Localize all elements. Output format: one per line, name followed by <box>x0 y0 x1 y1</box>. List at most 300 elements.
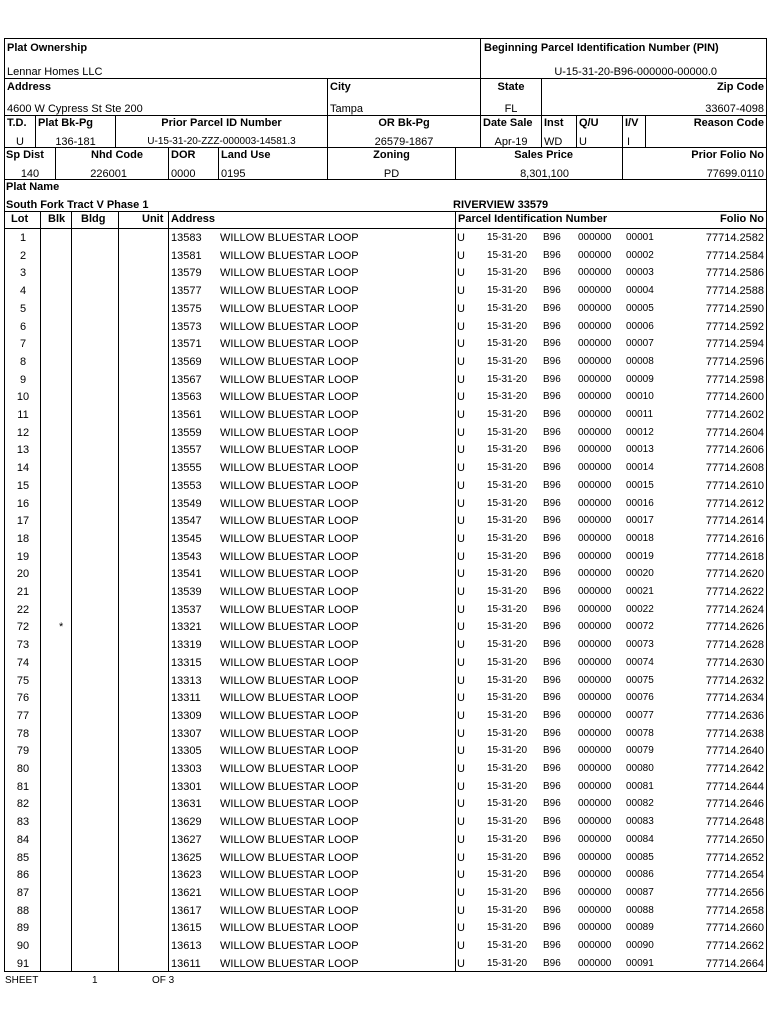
street-cell: WILLOW BLUESTAR LOOP <box>220 833 359 846</box>
inst-value: WD <box>544 136 563 148</box>
lot-number-cell: 00079 <box>626 745 654 757</box>
subdivision-cell: B96 <box>543 249 561 261</box>
address-label: Address <box>7 81 52 93</box>
section-cell: 15-31-20 <box>487 869 528 881</box>
lot-number-cell: 00076 <box>626 692 654 704</box>
subdivision-cell: B96 <box>543 267 561 279</box>
subdivision-cell: B96 <box>543 603 561 615</box>
dor-value: 0000 <box>171 168 196 180</box>
subdivision-cell: B96 <box>543 497 561 509</box>
street-cell: WILLOW BLUESTAR LOOP <box>220 515 359 528</box>
td-cell: U <box>457 267 465 280</box>
section-cell: 15-31-20 <box>487 656 528 668</box>
prior-parcel-label: Prior Parcel ID Number <box>161 117 282 129</box>
subdivision-cell: B96 <box>543 940 561 951</box>
lot-number-cell: 00091 <box>626 957 654 969</box>
section-cell: 15-31-20 <box>487 886 528 898</box>
section-cell: 15-31-20 <box>487 497 528 509</box>
subdivision-cell: B96 <box>543 373 561 385</box>
subdivision-cell: B96 <box>543 922 561 934</box>
lot-number-cell: 00072 <box>626 621 654 633</box>
lot-number-cell: 00017 <box>626 515 654 527</box>
date-sale-value: Apr-19 <box>494 136 528 148</box>
lot-number-cell: 00015 <box>626 479 654 491</box>
lot-number-cell: 00088 <box>626 904 654 916</box>
td-cell: U <box>457 798 465 811</box>
section-cell: 15-31-20 <box>487 302 528 314</box>
table-row <box>4 902 767 920</box>
lot-cell: 22 <box>16 603 30 616</box>
lot-cell: 73 <box>16 639 30 652</box>
col-address: Address <box>171 213 216 225</box>
street-cell: WILLOW BLUESTAR LOOP <box>220 886 359 899</box>
folio-cell: 77714.2624 <box>705 603 764 616</box>
subdivision-cell: B96 <box>543 391 561 403</box>
house-number-cell: 13577 <box>171 285 202 298</box>
table-row <box>4 707 767 725</box>
folio-cell: 77714.2662 <box>705 940 764 952</box>
sales-price-value: 8,301,100 <box>520 168 569 180</box>
section-cell: 15-31-20 <box>487 338 528 350</box>
street-cell: WILLOW BLUESTAR LOOP <box>220 550 359 563</box>
house-number-cell: 13615 <box>171 922 202 935</box>
block-number-cell: 000000 <box>578 639 612 651</box>
section-cell: 15-31-20 <box>487 550 528 562</box>
folio-cell: 77714.2586 <box>705 267 764 280</box>
house-number-cell: 13539 <box>171 586 202 598</box>
folio-cell: 77714.2592 <box>705 320 764 333</box>
folio-cell: 77714.2608 <box>705 462 764 475</box>
table-row <box>4 264 767 282</box>
house-number-cell: 13569 <box>171 355 202 368</box>
block-number-cell: 000000 <box>578 515 612 527</box>
lot-number-cell: 00089 <box>626 922 654 934</box>
lot-number-cell: 00084 <box>626 833 654 845</box>
folio-cell: 77714.2650 <box>705 833 764 846</box>
lot-number-cell: 00013 <box>626 444 654 456</box>
block-number-cell: 000000 <box>578 444 612 456</box>
v-inst <box>576 115 577 147</box>
inst-label: Inst <box>544 117 564 129</box>
table-row <box>4 937 767 955</box>
td-cell: U <box>457 532 465 545</box>
street-cell: WILLOW BLUESTAR LOOP <box>220 780 359 793</box>
td-cell: U <box>457 692 465 705</box>
table-row <box>4 795 767 813</box>
table-row <box>4 282 767 300</box>
street-cell: WILLOW BLUESTAR LOOP <box>220 586 359 598</box>
table-row <box>4 884 767 902</box>
td-cell: U <box>457 232 465 244</box>
td-cell: U <box>457 851 465 864</box>
house-number-cell: 13541 <box>171 568 202 581</box>
lot-number-cell: 00090 <box>626 940 654 951</box>
subdivision-cell: B96 <box>543 515 561 527</box>
subdivision-cell: B96 <box>543 409 561 420</box>
table-row <box>4 353 767 371</box>
subdivision-cell: B96 <box>543 232 561 243</box>
lot-number-cell: 00078 <box>626 727 654 739</box>
lot-number-cell: 00022 <box>626 603 654 615</box>
section-cell: 15-31-20 <box>487 603 528 615</box>
section-cell: 15-31-20 <box>487 444 528 456</box>
table-row <box>4 654 767 672</box>
td-cell: U <box>457 780 465 793</box>
lot-cell: 11 <box>17 409 29 421</box>
lot-number-cell: 00082 <box>626 798 654 810</box>
street-cell: WILLOW BLUESTAR LOOP <box>220 267 359 280</box>
house-number-cell: 13559 <box>171 426 202 439</box>
section-cell: 15-31-20 <box>487 727 528 739</box>
section-cell: 15-31-20 <box>487 621 528 633</box>
block-number-cell: 000000 <box>578 922 612 934</box>
table-row <box>4 424 767 442</box>
lot-cell: 84 <box>16 833 30 846</box>
table-row <box>4 530 767 548</box>
td-cell: U <box>457 285 465 298</box>
house-number-cell: 13307 <box>171 727 202 740</box>
td-label: T.D. <box>7 117 27 129</box>
table-row <box>4 388 767 406</box>
qu-label: Q/U <box>579 117 599 129</box>
lot-number-cell: 00018 <box>626 532 654 544</box>
lot-cell: 13 <box>16 444 30 457</box>
folio-cell: 77714.2636 <box>705 709 764 722</box>
section-cell: 15-31-20 <box>487 479 528 491</box>
td-cell: U <box>457 586 465 598</box>
block-number-cell: 000000 <box>578 833 612 845</box>
folio-cell: 77714.2642 <box>705 763 764 775</box>
subdivision-cell: B96 <box>543 532 561 544</box>
table-row <box>4 849 767 867</box>
block-number-cell: 000000 <box>578 355 612 367</box>
street-cell: WILLOW BLUESTAR LOOP <box>220 462 359 475</box>
house-number-cell: 13545 <box>171 532 202 545</box>
section-cell: 15-31-20 <box>487 586 528 597</box>
lot-number-cell: 00001 <box>626 232 654 243</box>
nhd-code-value: 226001 <box>90 168 127 180</box>
td-cell: U <box>457 550 465 563</box>
lot-number-cell: 00081 <box>626 780 654 792</box>
td-cell: U <box>457 816 465 829</box>
plat-ownership-label: Plat Ownership <box>7 42 88 54</box>
lot-cell: 88 <box>16 904 30 917</box>
state-label: State <box>497 81 525 93</box>
sheet-label: SHEET <box>5 975 39 986</box>
block-number-cell: 000000 <box>578 232 612 243</box>
or-bkpg-value: 26579-1867 <box>374 136 434 148</box>
lot-cell: 86 <box>16 869 30 882</box>
house-number-cell: 13573 <box>171 320 202 333</box>
street-cell: WILLOW BLUESTAR LOOP <box>220 727 359 740</box>
lot-cell: 87 <box>16 886 30 899</box>
table-row <box>4 548 767 566</box>
folio-cell: 77714.2590 <box>705 302 764 315</box>
folio-cell: 77714.2584 <box>705 249 764 262</box>
nhd-code-label: Nhd Code <box>91 149 143 161</box>
block-number-cell: 000000 <box>578 603 612 615</box>
folio-cell: 77714.2620 <box>705 568 764 581</box>
block-number-cell: 000000 <box>578 869 612 881</box>
house-number-cell: 13549 <box>171 497 202 510</box>
subdivision-cell: B96 <box>543 833 561 845</box>
td-cell: U <box>457 568 465 581</box>
block-number-cell: 000000 <box>578 285 612 297</box>
plat-name-label: Plat Name <box>6 181 60 193</box>
street-cell: WILLOW BLUESTAR LOOP <box>220 692 359 705</box>
street-cell: WILLOW BLUESTAR LOOP <box>220 940 359 952</box>
table-row <box>4 335 767 353</box>
house-number-cell: 13315 <box>171 656 202 669</box>
lot-number-cell: 00009 <box>626 373 654 385</box>
house-number-cell: 13305 <box>171 745 202 758</box>
street-cell: WILLOW BLUESTAR LOOP <box>220 479 359 492</box>
folio-cell: 77714.2600 <box>705 391 764 404</box>
table-row <box>4 636 767 654</box>
house-number-cell: 13537 <box>171 603 202 616</box>
table-row <box>4 229 767 247</box>
folio-cell: 77714.2614 <box>705 515 764 528</box>
td-cell: U <box>457 904 465 917</box>
col-blk: Blk <box>48 213 66 225</box>
v-state <box>541 78 542 115</box>
block-number-cell: 000000 <box>578 780 612 792</box>
lot-cell: 16 <box>16 497 30 510</box>
lot-number-cell: 00006 <box>626 320 654 332</box>
table-row <box>4 441 767 459</box>
house-number-cell: 13309 <box>171 709 202 722</box>
subdivision-cell: B96 <box>543 320 561 332</box>
lot-number-cell: 00016 <box>626 497 654 509</box>
house-number-cell: 13623 <box>171 869 202 882</box>
street-cell: WILLOW BLUESTAR LOOP <box>220 249 359 262</box>
td-cell: U <box>457 621 465 634</box>
street-cell: WILLOW BLUESTAR LOOP <box>220 904 359 917</box>
subdivision-cell: B96 <box>543 816 561 828</box>
street-cell: WILLOW BLUESTAR LOOP <box>220 621 359 634</box>
block-number-cell: 000000 <box>578 568 612 580</box>
dor-label: DOR <box>171 149 196 161</box>
prior-folio-label: Prior Folio No <box>691 149 764 161</box>
section-cell: 15-31-20 <box>487 674 528 686</box>
pin-value: U-15-31-20-B96-000000-00000.0 <box>554 66 717 78</box>
col-lot: Lot <box>11 213 29 225</box>
lot-cell: 15 <box>16 479 30 492</box>
lot-number-cell: 00086 <box>626 869 654 881</box>
table-row <box>4 760 767 778</box>
folio-cell: 77714.2602 <box>705 409 764 421</box>
block-number-cell: 000000 <box>578 851 612 863</box>
lot-number-cell: 00021 <box>626 586 654 597</box>
section-cell: 15-31-20 <box>487 249 528 261</box>
house-number-cell: 13543 <box>171 550 202 563</box>
lot-number-cell: 00019 <box>626 550 654 562</box>
lot-number-cell: 00007 <box>626 338 654 350</box>
td-cell: U <box>457 886 465 899</box>
subdivision-cell: B96 <box>543 674 561 686</box>
td-cell: U <box>457 338 465 351</box>
lot-number-cell: 00002 <box>626 249 654 261</box>
col-unit: Unit <box>142 213 164 225</box>
folio-cell: 77714.2638 <box>705 727 764 740</box>
pin-label: Beginning Parcel Identification Number (PIN) <box>484 42 719 54</box>
section-cell: 15-31-20 <box>487 639 528 651</box>
folio-cell: 77714.2654 <box>705 869 764 882</box>
lot-cell: 10 <box>16 391 30 404</box>
house-number-cell: 13583 <box>171 232 202 244</box>
spdist-label: Sp Dist <box>6 149 44 161</box>
folio-cell: 77714.2606 <box>705 444 764 457</box>
or-bkpg-label: OR Bk-Pg <box>378 117 430 129</box>
lot-cell: 9 <box>19 373 27 386</box>
lot-cell: 3 <box>19 267 27 280</box>
section-cell: 15-31-20 <box>487 373 528 385</box>
house-number-cell: 13567 <box>171 373 202 386</box>
street-cell: WILLOW BLUESTAR LOOP <box>220 338 359 351</box>
prior-parcel-value: U-15-31-20-ZZZ-000003-14581.3 <box>147 136 296 147</box>
table-row <box>4 495 767 513</box>
subdivision-cell: B96 <box>543 709 561 721</box>
table-row <box>4 565 767 583</box>
subdivision-cell: B96 <box>543 745 561 757</box>
city-label: City <box>330 81 351 93</box>
house-number-cell: 13575 <box>171 302 202 315</box>
section-cell: 15-31-20 <box>487 426 528 438</box>
v-dor <box>218 147 219 179</box>
col-pin: Parcel Identification Number <box>458 213 608 225</box>
house-number-cell: 13613 <box>171 940 202 952</box>
house-number-cell: 13579 <box>171 267 202 280</box>
subdivision-cell: B96 <box>543 285 561 297</box>
lot-cell: 72 <box>16 621 30 634</box>
lot-number-cell: 00087 <box>626 886 654 898</box>
td-cell: U <box>457 302 465 315</box>
block-number-cell: 000000 <box>578 320 612 332</box>
section-cell: 15-31-20 <box>487 568 528 580</box>
street-cell: WILLOW BLUESTAR LOOP <box>220 957 359 970</box>
lot-number-cell: 00005 <box>626 302 654 314</box>
city-value: Tampa <box>330 103 364 115</box>
house-number-cell: 13557 <box>171 444 202 457</box>
folio-cell: 77714.2598 <box>705 373 764 386</box>
street-cell: WILLOW BLUESTAR LOOP <box>220 426 359 439</box>
sheet-number: 1 <box>92 975 98 986</box>
td-cell: U <box>457 373 465 386</box>
td-cell: U <box>457 745 465 758</box>
zip-label: Zip Code <box>716 81 764 93</box>
lot-cell: 78 <box>16 727 30 740</box>
subdivision-cell: B96 <box>543 568 561 580</box>
house-number-cell: 13311 <box>171 692 201 705</box>
subdivision-cell: B96 <box>543 780 561 792</box>
sep-2 <box>4 115 767 116</box>
table-row <box>4 778 767 796</box>
lot-number-cell: 00012 <box>626 426 654 438</box>
street-cell: WILLOW BLUESTAR LOOP <box>220 816 359 829</box>
date-sale-label: Date Sale <box>483 117 533 129</box>
subdivision-cell: B96 <box>543 692 561 704</box>
lot-cell: 6 <box>19 320 27 333</box>
street-cell: WILLOW BLUESTAR LOOP <box>220 409 359 421</box>
lot-cell: 90 <box>16 940 30 952</box>
block-number-cell: 000000 <box>578 267 612 279</box>
lot-cell: 74 <box>16 656 30 669</box>
block-number-cell: 000000 <box>578 426 612 438</box>
house-number-cell: 13303 <box>171 763 202 775</box>
reason-code-label: Reason Code <box>693 117 764 129</box>
section-cell: 15-31-20 <box>487 833 528 845</box>
block-number-cell: 000000 <box>578 409 612 420</box>
house-number-cell: 13301 <box>171 780 202 793</box>
table-row <box>4 919 767 937</box>
section-cell: 15-31-20 <box>487 780 528 792</box>
table-row <box>4 459 767 477</box>
lot-number-cell: 00004 <box>626 285 654 297</box>
folio-cell: 77714.2596 <box>705 355 764 368</box>
section-cell: 15-31-20 <box>487 532 528 544</box>
block-number-cell: 000000 <box>578 462 612 474</box>
section-cell: 15-31-20 <box>487 462 528 474</box>
folio-cell: 77714.2630 <box>705 656 764 669</box>
table-row <box>4 813 767 831</box>
lot-cell: 18 <box>16 532 30 545</box>
table-row <box>4 583 767 601</box>
lot-cell: 20 <box>16 568 30 581</box>
lot-cell: 14 <box>16 462 30 475</box>
lot-cell: 8 <box>19 355 27 368</box>
house-number-cell: 13629 <box>171 816 202 829</box>
table-row <box>4 406 767 424</box>
street-cell: WILLOW BLUESTAR LOOP <box>220 320 359 333</box>
qu-value: U <box>579 136 587 148</box>
house-number-cell: 13631 <box>171 798 202 811</box>
lot-cell: 1 <box>19 232 27 244</box>
td-cell: U <box>457 656 465 669</box>
v-iv <box>645 115 646 147</box>
td-cell: U <box>457 249 465 262</box>
street-cell: WILLOW BLUESTAR LOOP <box>220 674 359 687</box>
section-cell: 15-31-20 <box>487 816 528 828</box>
table-row <box>4 512 767 530</box>
lot-cell: 7 <box>19 338 27 351</box>
subdivision-cell: B96 <box>543 338 561 350</box>
folio-cell: 77714.2594 <box>705 338 764 351</box>
block-number-cell: 000000 <box>578 302 612 314</box>
lot-cell: 83 <box>16 816 30 829</box>
street-cell: WILLOW BLUESTAR LOOP <box>220 568 359 581</box>
block-number-cell: 000000 <box>578 532 612 544</box>
section-cell: 15-31-20 <box>487 922 528 934</box>
street-cell: WILLOW BLUESTAR LOOP <box>220 302 359 315</box>
house-number-cell: 13555 <box>171 462 202 475</box>
col-bldg: Bldg <box>81 213 106 225</box>
sep-1 <box>4 78 767 79</box>
td-cell: U <box>457 462 465 475</box>
subdivision-cell: B96 <box>543 550 561 562</box>
block-number-cell: 000000 <box>578 391 612 403</box>
riverview-label: RIVERVIEW 33579 <box>453 199 549 211</box>
street-cell: WILLOW BLUESTAR LOOP <box>220 869 359 882</box>
folio-cell: 77714.2660 <box>705 922 764 935</box>
house-number-cell: 13547 <box>171 515 202 528</box>
zoning-value: PD <box>383 168 400 180</box>
spdist-value: 140 <box>20 168 40 180</box>
lot-cell: 79 <box>16 745 30 758</box>
house-number-cell: 13627 <box>171 833 202 846</box>
house-number-cell: 13571 <box>171 338 202 351</box>
table-row <box>4 866 767 884</box>
td-cell: U <box>457 479 465 492</box>
